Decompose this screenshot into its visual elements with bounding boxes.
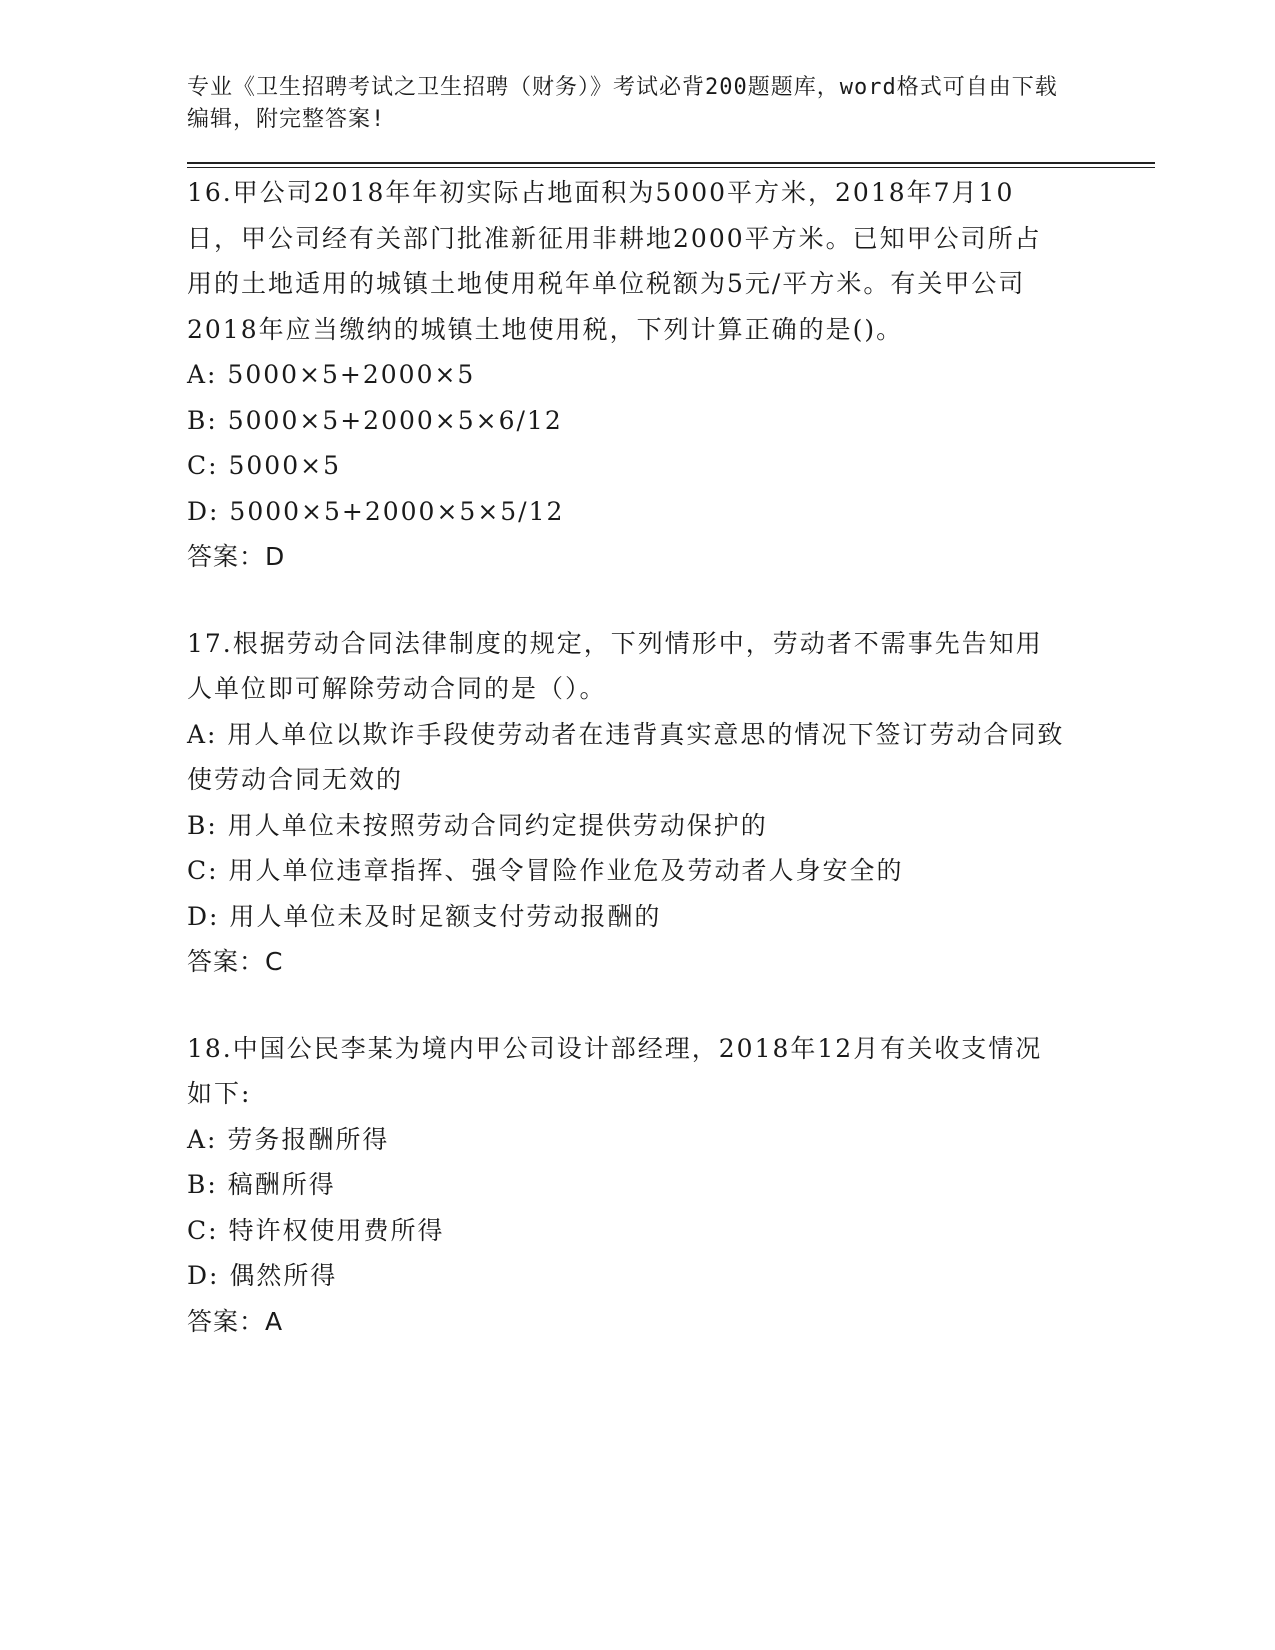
question-16 (187, 170, 1067, 580)
option-a: A: 用人单位以欺诈手段使劳动者在违背真实意思的情况下签订劳动合同致使劳动合同无效的 (187, 719, 1065, 794)
option-b: B: 稿酬所得 (187, 1170, 336, 1199)
option-d: D: 偶然所得 (187, 1261, 338, 1290)
option-c: C: 特许权使用费所得 (187, 1215, 445, 1245)
answer: 答案：A (187, 1306, 284, 1336)
question-stem: 16.甲公司2018年年初实际占地面积为5000平方米，2018年7月10日，甲公司经有关部门批准新征用非耕地2000平方米。已知甲公司所占用的土地适用的城镇土地使用税年单位税额为5元/平方米。有关甲公司2018年应当缴纳的城镇土地使用税，下列计算正确的是()。 (187, 178, 1042, 344)
option-d: D: 5000×5+2000×5×5/12 (187, 496, 565, 526)
question-stem: 17.根据劳动合同法律制度的规定，下列情形中，劳动者不需事先告知用人单位即可解除劳动合同的是（）。 (187, 628, 1043, 703)
option-a: A: 劳务报酬所得 (187, 1124, 390, 1154)
answer: 答案：D (187, 542, 286, 571)
option-c: C: 5000×5 (187, 451, 341, 480)
option-b: B: 5000×5+2000×5×6/12 (187, 405, 563, 435)
question-stem: 18.中国公民李某为境内甲公司设计部经理，2018年12月有关收支情况如下: (187, 1033, 1043, 1108)
question-17 (187, 621, 1067, 985)
option-d: D: 用人单位未及时足额支付劳动报酬的 (187, 901, 662, 931)
document-header: 专业《卫生招聘考试之卫生招聘（财务）》考试必背200题题库，word格式可自由下载编辑，附完整答案! (187, 75, 1058, 132)
header-divider (187, 162, 1155, 168)
answer: 答案：C (187, 947, 284, 976)
option-b: B: 用人单位未按照劳动合同约定提供劳动保护的 (187, 810, 768, 840)
option-a: A: 5000×5+2000×5 (187, 360, 476, 389)
document-page (187, 72, 1157, 1344)
option-c: C: 用人单位违章指挥、强令冒险作业危及劳动者人身安全的 (187, 856, 904, 885)
question-18 (187, 1026, 1067, 1345)
